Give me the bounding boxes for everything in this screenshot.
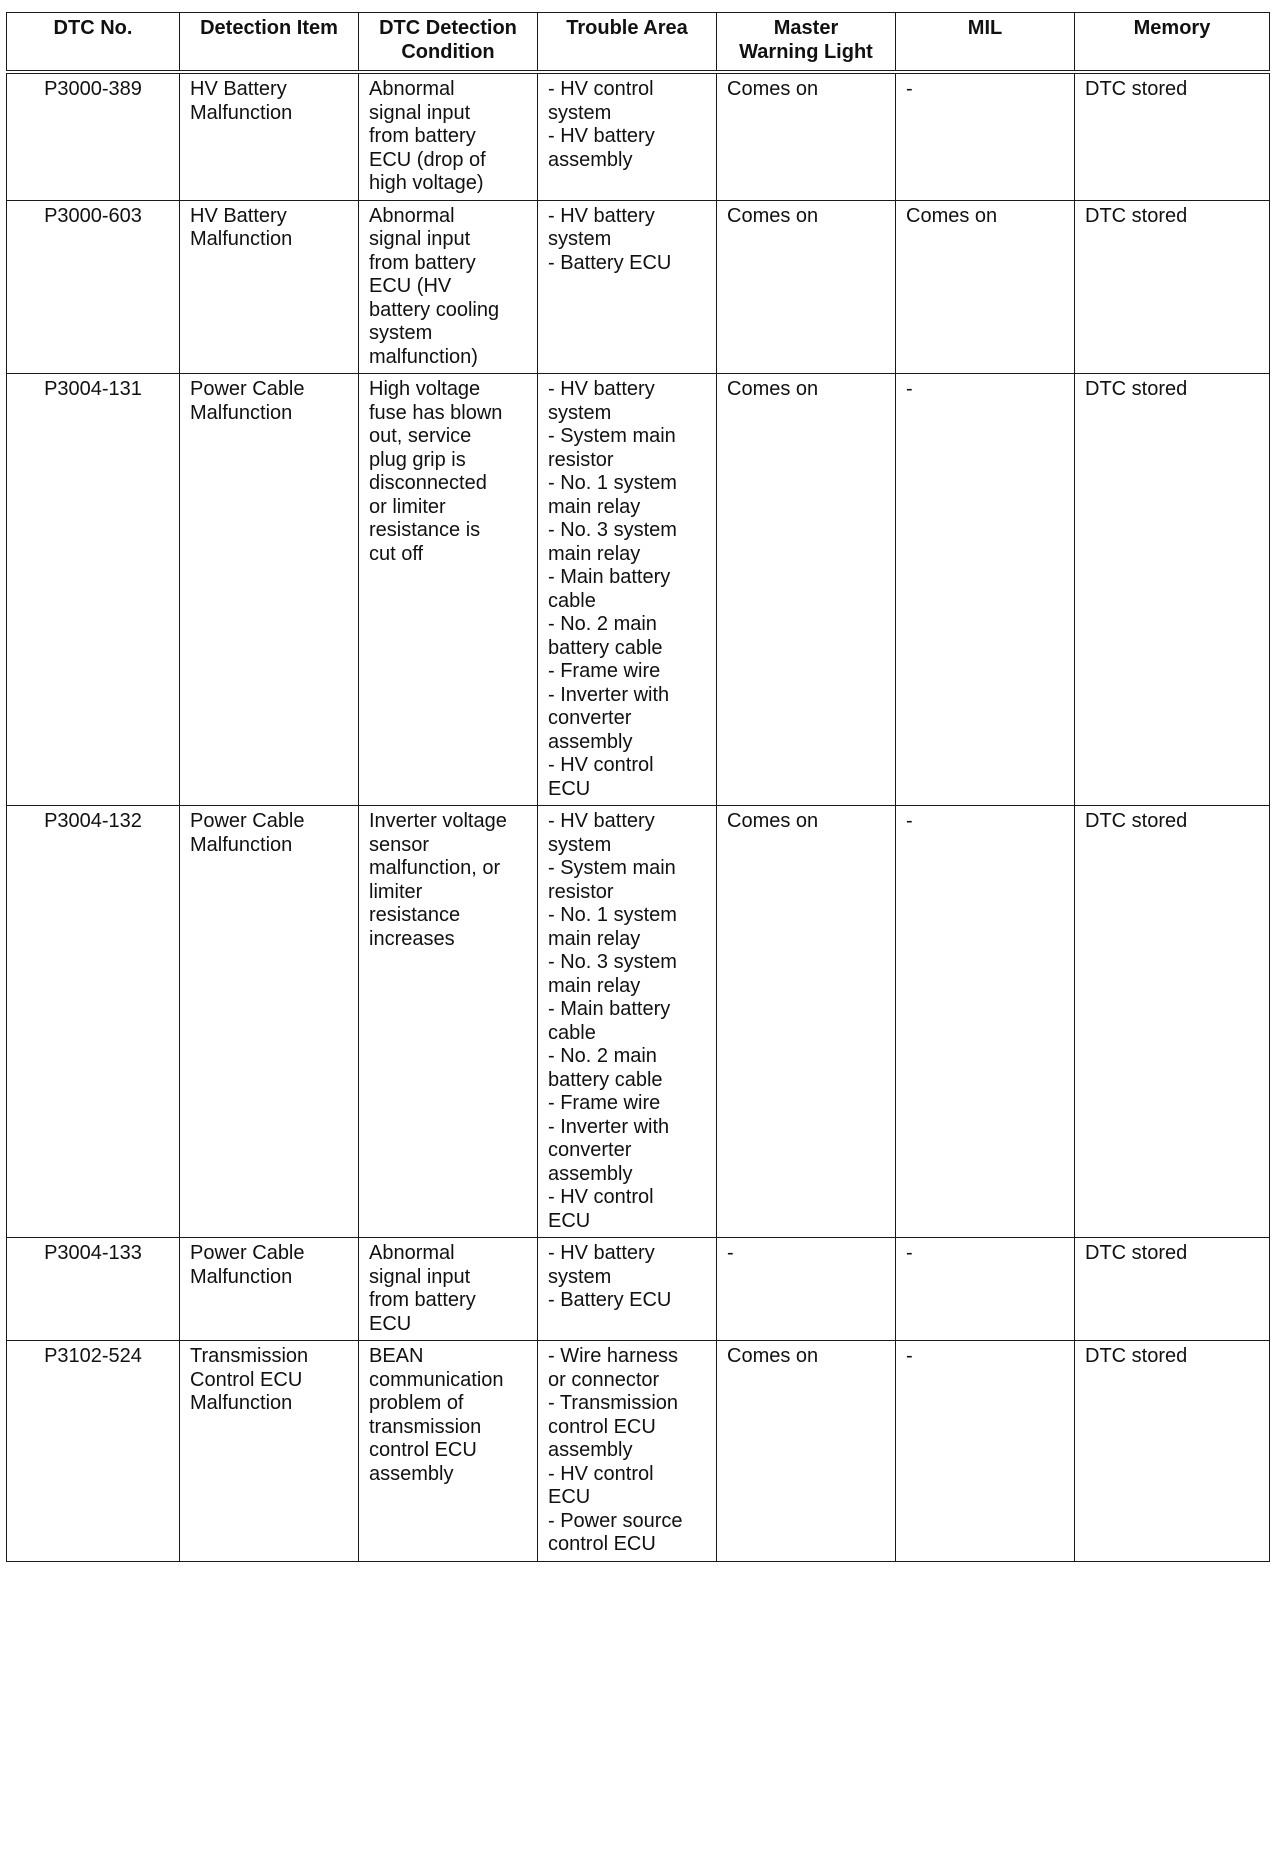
cell-trouble-area-line: - HV battery [548,1242,655,1264]
cell-condition-line: limiter [369,880,423,903]
cell-detection-item [180,806,359,1238]
cell-condition-line: signal input [369,228,471,250]
cell-trouble-area [538,1341,717,1562]
cell-trouble-area-line: - HV battery [548,810,655,832]
cell-memory: DTC stored [1075,200,1270,374]
cell-condition [359,1238,538,1341]
cell-trouble-area-line: assembly [548,730,633,753]
cell-trouble-area-line: - HV control [548,1462,654,1485]
cell-trouble-area [538,374,717,806]
cell-master-warning: Comes on [717,1341,896,1562]
cell-detection-item-line: Control ECU [190,1368,303,1391]
cell-mil: - [896,1238,1075,1341]
cell-mil: - [896,806,1075,1238]
cell-condition-line: ECU (drop of [369,148,486,171]
cell-mil: - [896,374,1075,806]
cell-trouble-area-line: system [548,401,612,424]
cell-condition-line: resistance is [369,519,481,541]
header-condition-line: Condition [401,40,495,63]
header-mil: MIL [896,13,1075,73]
cell-memory: DTC stored [1075,374,1270,806]
cell-condition-line: problem of [369,1392,464,1414]
cell-detection-item-line: HV Battery [190,204,287,227]
cell-condition [359,1341,538,1562]
cell-detection-item [180,1341,359,1562]
cell-trouble-area-line: converter [548,1139,632,1161]
cell-trouble-area-line: - No. 1 system [548,904,677,926]
cell-trouble-area-line: control ECU [548,1533,656,1555]
cell-condition-line: from battery [369,251,476,274]
cell-condition [359,374,538,806]
cell-trouble-area-line: - HV battery [548,378,655,400]
cell-trouble-area-line: battery cable [548,636,663,659]
header-condition-line: DTC Detection [379,17,517,39]
header-dtc-no: DTC No. [7,13,180,73]
cell-detection-item-line: Malfunction [190,1392,293,1414]
table-row [7,374,1270,806]
cell-condition-line: or limiter [369,495,446,518]
cell-trouble-area-line: - HV control [548,1186,654,1208]
cell-detection-item-line: Power Cable [190,1242,305,1264]
cell-trouble-area-line: cable [548,1021,596,1044]
cell-trouble-area-line: - No. 2 main [548,613,657,635]
cell-trouble-area-line: - Main battery [548,566,671,588]
cell-condition-line: sensor [369,833,430,856]
cell-trouble-area-line: assembly [548,1162,633,1185]
cell-detection-item-line: Power Cable [190,810,305,832]
cell-condition-line: Abnormal [369,78,455,100]
cell-trouble-area-line: assembly [548,148,633,171]
cell-trouble-area-line: - No. 2 main [548,1045,657,1067]
cell-condition-line: increases [369,927,455,950]
cell-trouble-area-line: - Frame wire [548,660,661,682]
cell-trouble-area-line: - Battery ECU [548,251,672,274]
cell-condition-line: communication [369,1368,504,1391]
cell-trouble-area-line: - System main [548,425,676,447]
header-row [7,13,1270,73]
cell-trouble-area [538,72,717,200]
cell-detection-item-line: Malfunction [190,101,293,124]
cell-trouble-area-line: system [548,101,612,124]
table-body [7,72,1270,1561]
cell-mil: Comes on [896,200,1075,374]
header-trouble-area: Trouble Area [538,13,717,73]
cell-trouble-area-line: main relay [548,974,641,997]
cell-condition-line: from battery [369,1289,476,1311]
cell-condition-line: Abnormal [369,204,455,227]
cell-condition-line: BEAN [369,1345,424,1367]
cell-memory: DTC stored [1075,1238,1270,1341]
cell-memory: DTC stored [1075,806,1270,1238]
cell-condition-line: transmission [369,1415,482,1438]
cell-trouble-area-line: control ECU [548,1415,656,1438]
cell-detection-item-line: HV Battery [190,78,287,100]
cell-trouble-area-line: - System main [548,857,676,879]
header-master-warning [717,13,896,73]
cell-condition-line: signal input [369,101,471,124]
cell-condition-line: ECU (HV [369,275,452,297]
cell-memory: DTC stored [1075,1341,1270,1562]
cell-trouble-area-line: - HV battery [548,125,655,147]
cell-condition-line: assembly [369,1462,454,1485]
cell-dtc-no: P3000-603 [7,200,180,374]
header-master-warning-line: Warning Light [739,40,873,63]
cell-trouble-area-line: battery cable [548,1068,663,1091]
cell-condition-line: cut off [369,542,424,565]
cell-trouble-area-line: - Transmission [548,1392,679,1414]
cell-detection-item [180,200,359,374]
cell-detection-item-line: Power Cable [190,378,305,400]
cell-condition-line: disconnected [369,472,487,494]
cell-trouble-area-line: - Wire harness [548,1345,679,1367]
cell-master-warning: Comes on [717,72,896,200]
cell-condition-line: out, service [369,425,472,447]
cell-trouble-area-line: main relay [548,927,641,950]
cell-mil: - [896,1341,1075,1562]
cell-master-warning: Comes on [717,200,896,374]
cell-trouble-area-line: - No. 3 system [548,951,677,973]
cell-trouble-area-line: system [548,833,612,856]
cell-trouble-area-line: system [548,228,612,250]
header-condition [359,13,538,73]
cell-detection-item [180,72,359,200]
cell-condition-line: fuse has blown [369,401,503,424]
cell-trouble-area-line: ECU [548,1486,591,1508]
cell-detection-item [180,374,359,806]
cell-detection-item [180,1238,359,1341]
cell-trouble-area-line: - Power source [548,1509,683,1532]
cell-condition-line: system [369,322,433,344]
cell-trouble-area [538,1238,717,1341]
cell-master-warning: Comes on [717,374,896,806]
cell-master-warning: Comes on [717,806,896,1238]
cell-trouble-area-line: - HV control [548,78,654,100]
cell-condition-line: signal input [369,1265,471,1288]
header-detection-item: Detection Item [180,13,359,73]
cell-dtc-no: P3004-131 [7,374,180,806]
cell-trouble-area-line: resistor [548,448,614,471]
cell-master-warning: - [717,1238,896,1341]
cell-condition-line: battery cooling [369,298,500,321]
cell-trouble-area-line: - HV battery [548,204,655,227]
cell-trouble-area-line: ECU [548,1209,591,1232]
cell-condition-line: High voltage [369,378,481,400]
cell-trouble-area-line: assembly [548,1439,633,1461]
cell-trouble-area-line: resistor [548,880,614,903]
cell-trouble-area-line: - Inverter with [548,683,670,706]
cell-condition-line: ECU [369,1312,412,1335]
cell-condition-line: from battery [369,125,476,147]
cell-condition-line: high voltage) [369,172,484,194]
cell-condition [359,806,538,1238]
table-row [7,72,1270,200]
cell-trouble-area-line: cable [548,589,596,612]
cell-trouble-area-line: main relay [548,542,641,565]
cell-trouble-area-line: - No. 1 system [548,472,677,494]
cell-condition [359,200,538,374]
cell-trouble-area-line: system [548,1265,612,1288]
cell-condition-line: plug grip is [369,448,466,471]
cell-trouble-area-line: - No. 3 system [548,519,677,541]
cell-dtc-no: P3000-389 [7,72,180,200]
cell-detection-item-line: Malfunction [190,1265,293,1288]
cell-trouble-area-line: - Main battery [548,998,671,1020]
cell-trouble-area-line: - Battery ECU [548,1289,672,1311]
cell-detection-item-line: Malfunction [190,228,293,250]
cell-condition [359,72,538,200]
cell-trouble-area [538,806,717,1238]
table-row [7,1238,1270,1341]
table-row [7,200,1270,374]
table-row [7,1341,1270,1562]
cell-mil: - [896,72,1075,200]
cell-condition-line: resistance [369,904,461,926]
cell-condition-line: control ECU [369,1439,477,1461]
cell-memory: DTC stored [1075,72,1270,200]
cell-dtc-no: P3102-524 [7,1341,180,1562]
cell-condition-line: Abnormal [369,1242,455,1264]
cell-condition-line: malfunction, or [369,857,501,879]
table-row [7,806,1270,1238]
cell-detection-item-line: Malfunction [190,401,293,424]
cell-condition-line: malfunction) [369,345,478,368]
cell-trouble-area [538,200,717,374]
cell-trouble-area-line: - HV control [548,754,654,776]
cell-trouble-area-line: main relay [548,495,641,518]
cell-trouble-area-line: - Inverter with [548,1115,670,1138]
cell-trouble-area-line: or connector [548,1368,660,1391]
header-master-warning-line: Master [773,17,839,39]
cell-dtc-no: P3004-133 [7,1238,180,1341]
cell-detection-item-line: Transmission [190,1345,309,1367]
dtc-table [6,12,1270,1562]
cell-detection-item-line: Malfunction [190,833,293,856]
cell-condition-line: Inverter voltage [369,810,507,832]
cell-trouble-area-line: - Frame wire [548,1092,661,1114]
cell-dtc-no: P3004-132 [7,806,180,1238]
cell-trouble-area-line: converter [548,707,632,729]
cell-trouble-area-line: ECU [548,777,591,800]
header-memory: Memory [1075,13,1270,73]
